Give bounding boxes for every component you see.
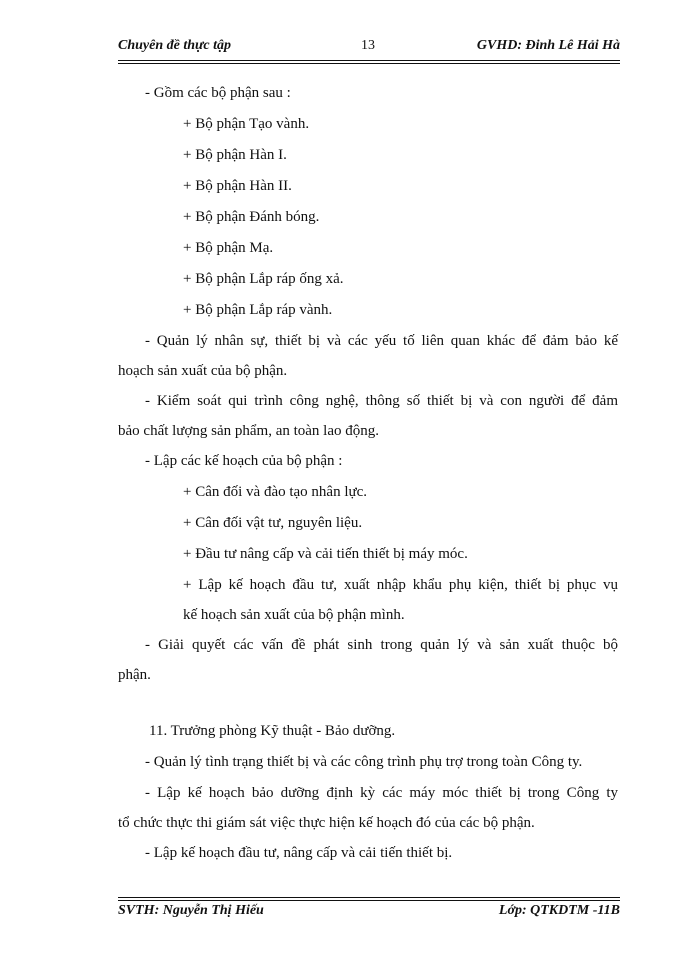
section-heading: 11. Trưởng phòng Kỹ thuật - Bảo dưỡng. <box>149 723 396 739</box>
department-item: + Bộ phận Đánh bóng. <box>183 209 320 225</box>
header-rule <box>118 60 620 61</box>
plan-item: + Lập kế hoạch đầu tư, xuất nhập khẩu phụ kiện, thiết bị phục vụ kế hoạch sản xuất của bộ phận mình. <box>183 577 618 623</box>
footer-student: SVTH: Nguyễn Thị Hiếu <box>118 903 264 918</box>
department-item: + Bộ phận Tạo vành. <box>183 116 310 132</box>
page-footer <box>118 903 620 925</box>
header-title: Chuyên đề thực tập <box>118 38 232 53</box>
department-item: + Bộ phận Lắp ráp vành. <box>183 302 333 318</box>
page-number: 13 <box>361 38 375 53</box>
footer-rule <box>118 897 620 898</box>
duty-paragraph: - Kiểm soát qui trình công nghệ, thông số thiết bị và con người để đảm bảo chất lượng sản phẩm, an toàn lao động. <box>118 393 618 439</box>
footer-rule-2 <box>118 900 620 901</box>
plans-intro: - Lập các kế hoạch của bộ phận : <box>145 453 343 469</box>
footer-class: Lớp: QTKDTM -11B <box>498 903 620 918</box>
departments-intro: - Gồm các bộ phận sau : <box>145 85 291 101</box>
plan-item: + Cân đối vật tư, nguyên liệu. <box>183 515 363 531</box>
header-rule-2 <box>118 63 620 64</box>
duty-paragraph: - Giải quyết các vấn đề phát sinh trong quản lý và sản xuất thuộc bộ phận. <box>118 637 618 683</box>
duty-paragraph: - Quản lý nhân sự, thiết bị và các yếu tố liên quan khác để đảm bảo kế hoạch sản xuất của bộ phận. <box>118 333 618 379</box>
department-item: + Bộ phận Mạ. <box>183 240 274 256</box>
department-item: + Bộ phận Hàn II. <box>183 178 292 194</box>
header-supervisor: GVHD: Đinh Lê Hải Hà <box>476 38 620 53</box>
plan-item: + Đầu tư nâng cấp và cải tiến thiết bị máy móc. <box>183 546 468 562</box>
department-item: + Bộ phận Hàn I. <box>183 147 287 163</box>
page-header <box>118 38 620 60</box>
section-gap <box>118 690 618 715</box>
section-item: - Lập kế hoạch đầu tư, nâng cấp và cải tiến thiết bị. <box>145 845 453 861</box>
section-item: - Quản lý tình trạng thiết bị và các công trình phụ trợ trong toàn Công ty. <box>145 754 583 770</box>
plan-item: + Cân đối và đào tạo nhân lực. <box>183 484 368 500</box>
section-item: - Lập kế hoạch bảo dưỡng định kỳ các máy móc thiết bị trong Công ty tổ chức thực thi giám sát việc thực hiện kế hoạch đó của các bộ phận. <box>118 785 618 831</box>
document-body <box>118 78 618 869</box>
department-item: + Bộ phận Lắp ráp ống xả. <box>183 271 344 287</box>
